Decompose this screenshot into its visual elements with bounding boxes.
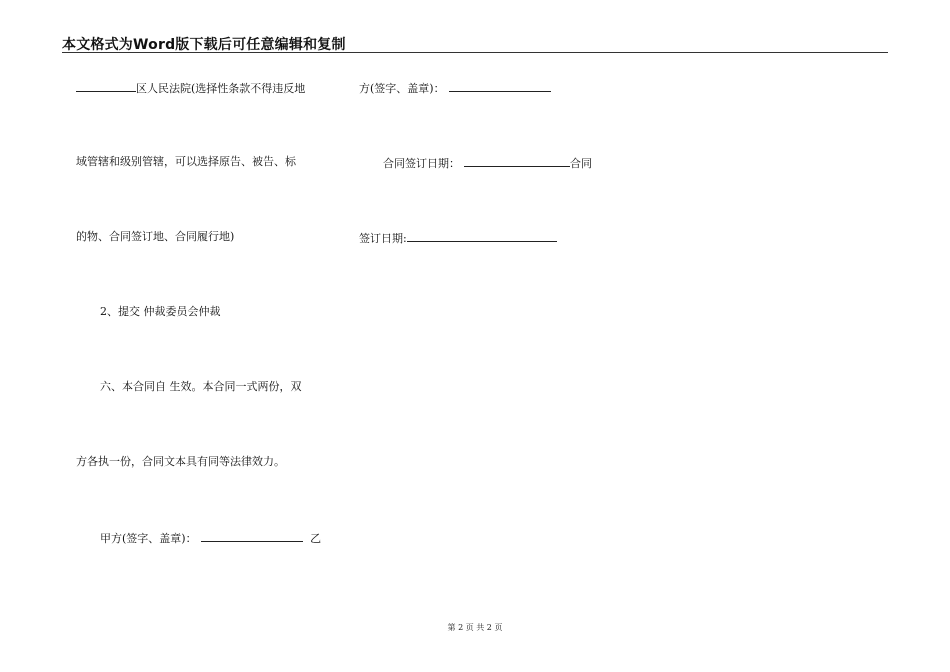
party-a-signature-label: 甲方(签字、盖章)：	[100, 532, 197, 545]
copies-clause-line	[76, 455, 285, 469]
party-b-signature-label: 方(签字、盖章)：	[359, 82, 445, 95]
effect-clause-text: 六、本合同自 生效。本合同一式两份，双	[100, 380, 302, 393]
arbitration-clause-text: 2、提交 仲裁委员会仲裁	[100, 305, 221, 318]
contract-sign-date-blank	[464, 155, 570, 167]
location-clause-text: 的物、合同签订地、合同履行地)	[76, 230, 235, 243]
contract-sign-date-label: 合同签订日期：	[383, 157, 460, 170]
jurisdiction-clause-line	[76, 155, 296, 169]
page-number-footer: 第 2 页 共 2 页	[447, 623, 503, 632]
effect-clause-line	[100, 380, 302, 394]
party-b-signature-blank	[449, 80, 551, 92]
court-clause-line	[76, 80, 305, 96]
contract-sign-date-line	[383, 155, 592, 171]
header-divider	[62, 52, 888, 53]
party-b-label-start: 乙	[310, 532, 322, 545]
sign-date-label: 签订日期:	[359, 232, 407, 245]
arbitration-clause-line	[100, 305, 221, 319]
party-b-signature-line	[359, 80, 551, 96]
contract-word: 合同	[570, 157, 592, 170]
sign-date-line	[359, 230, 557, 246]
sign-date-blank	[407, 230, 557, 242]
jurisdiction-clause-text: 域管辖和级别管辖，可以选择原告、被告、标	[76, 155, 296, 168]
document-header-title: 本文格式为Word版下载后可任意编辑和复制	[62, 37, 346, 53]
location-clause-line	[76, 230, 234, 244]
court-name-blank	[76, 80, 136, 92]
party-a-signature-line	[100, 530, 321, 546]
party-a-signature-blank	[201, 530, 303, 542]
court-clause-text: 区人民法院(选择性条款不得违反地	[136, 82, 306, 95]
copies-clause-text: 方各执一份，合同文本具有同等法律效力。	[76, 455, 285, 468]
